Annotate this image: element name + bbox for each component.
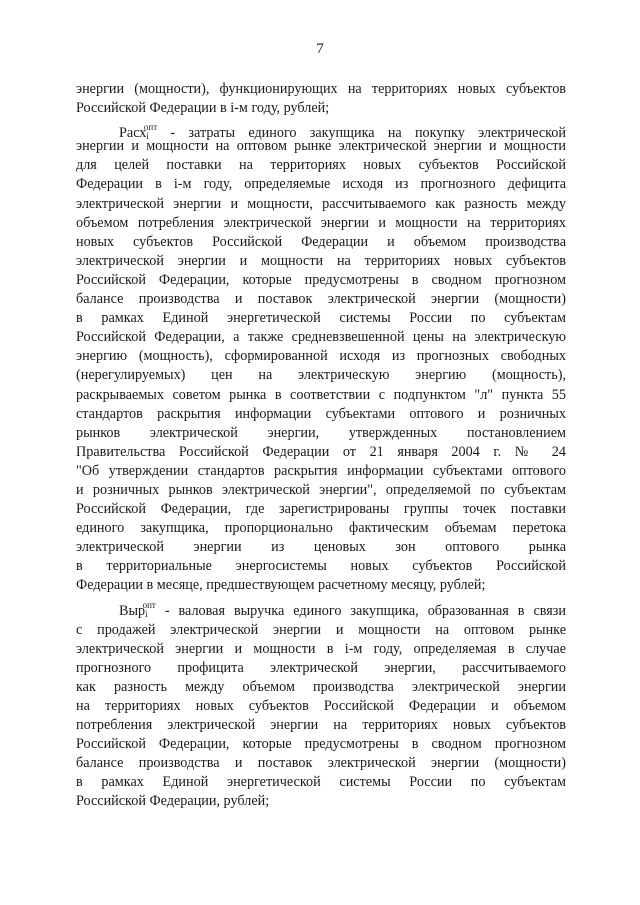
text-line: и розничных рынков электрической энергии", определяемой по субъектам — [76, 481, 566, 498]
text-line: энергии и мощности на оптовом рынке электрической энергии и мощности — [76, 138, 566, 155]
text-line: электрической энергии и мощности на территориях новых субъектов — [76, 252, 566, 269]
text-line: в рамках Единой энергетической системы России по субъектам — [76, 774, 566, 791]
text-line: стандартов раскрытия информации субъектами оптового и розничных — [76, 405, 566, 422]
text-line: Российской Федерации, где зарегистрированы группы точек поставки — [76, 501, 566, 518]
text-line: новых субъектов Российской Федерации и объемом производства — [76, 233, 566, 250]
text-line: раскрываемых советом рынка в соответствии с подпунктом "л" пункта 55 — [76, 386, 566, 403]
text-line: электрической энергии из ценовых зон оптового рынка — [76, 539, 566, 556]
text-line: с продажей электрической энергии и мощности на оптовом рынке — [76, 621, 566, 638]
definition-text: - валовая выручка единого закупщика, образованная в связи — [155, 602, 566, 619]
text-line: "Об утверждении стандартов раскрытия информации субъектами оптового — [76, 462, 566, 479]
text-line: Российской Федерации в i-м году, рублей; — [76, 100, 330, 117]
formula-subscript: i — [146, 131, 149, 142]
text-line: Федерации в месяце, предшествующем расчетному месяцу, рублей; — [76, 577, 486, 594]
text-line: рынков электрической энергии, утвержденных постановлением — [76, 424, 566, 441]
text-line: (нерегулируемых) цен на электрическую энергию (мощность), — [76, 367, 566, 384]
text-line: балансе производства и поставок электрической энергии (мощности) — [76, 291, 566, 308]
formula-superscript: опт — [142, 599, 156, 610]
text-line: электрической энергии и мощности в i-м году, определяемая в случае — [76, 640, 566, 657]
formula-superscript: опт — [143, 122, 158, 133]
formula-symbol: Выр — [119, 602, 146, 619]
text-line: Федерации в i-м году, определяемые исходя из прогнозного дефицита — [76, 176, 566, 193]
text-line: единого закупщика, пропорционально фактическим объемам перетока — [76, 520, 566, 537]
text-line: потребления электрической энергии на территориях новых субъектов — [76, 717, 566, 734]
text-line: Правительства Российской Федерации от 21 января 2004 г. № 24 — [76, 443, 566, 460]
definition-rash — [76, 118, 566, 142]
text-line: энергию (мощность), сформированной исходя из прогнозных свободных — [76, 348, 566, 365]
definition-vyr — [76, 596, 566, 619]
text-line: на территориях новых субъектов Российской Федерации и объемом — [76, 698, 566, 714]
text-line: объемом потребления электрической энергии и мощности на территориях — [76, 214, 566, 231]
text-line: Российской Федерации, которые предусмотрены в сводном прогнозном — [76, 736, 566, 753]
text-line: для целей поставки на территориях новых субъектов Российской — [76, 157, 566, 174]
text-line: электрической энергии и мощности, рассчитываемого как разность между — [76, 195, 566, 212]
formula-subscript: i — [145, 608, 148, 619]
formula-symbol: Расх — [119, 125, 147, 142]
text-line: энергии (мощности), функционирующих на территориях новых субъектов — [76, 81, 566, 97]
page-number: 7 — [316, 41, 324, 57]
text-line: в территориальные энергосистемы новых субъектов Российской — [76, 558, 566, 575]
text-line: прогнозного профицита электрической энергии, рассчитываемого — [76, 659, 566, 676]
text-line: Российской Федерации, рублей; — [76, 793, 270, 810]
text-line: в рамках Единой энергетической системы России по субъектам — [76, 310, 566, 327]
text-line: как разность между объемом производства электрической энергии — [76, 678, 566, 695]
document-body — [76, 80, 566, 812]
text-line: балансе производства и поставок электрической энергии (мощности) — [76, 755, 566, 772]
text-line: Российской Федерации, а также средневзвешенной цены на электрическую — [76, 329, 566, 346]
text-line: Российской Федерации, которые предусмотрены в сводном прогнозном — [76, 271, 566, 288]
definition-text: - затраты единого закупщика на покупку электрической — [157, 125, 566, 142]
